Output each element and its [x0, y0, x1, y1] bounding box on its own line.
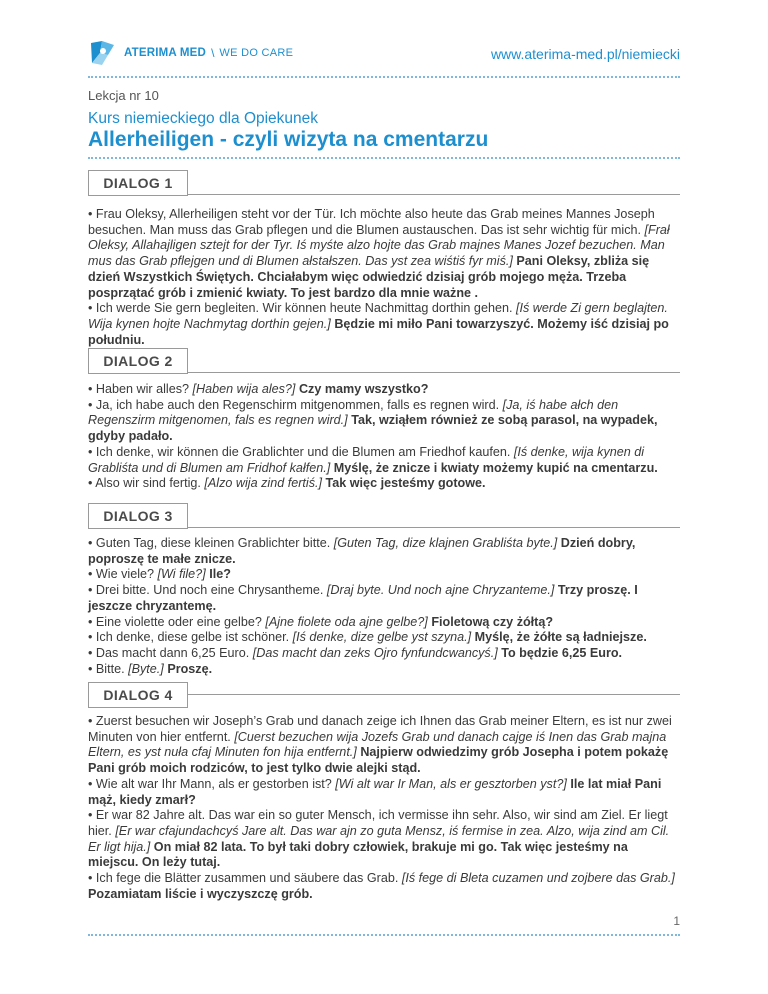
german-text: • Ich fege die Blätter zusammen und säubere das Grab.: [88, 871, 399, 886]
german-text: • Das macht dann 6,25 Euro.: [88, 645, 250, 660]
dialog-line: [88, 301, 680, 348]
dialog-4-text: [88, 714, 680, 902]
german-text: • Eine violette oder eine gelbe?: [88, 614, 262, 629]
german-text: • Drei bitte. Und noch eine Chrysantheme.: [88, 583, 324, 598]
page-title: Allerheiligen - czyli wizyta na cmentarzu: [88, 128, 489, 151]
lesson-number: Lekcja nr 10: [88, 88, 159, 103]
german-text: • Bitte.: [88, 661, 125, 676]
dialog-line: [88, 630, 680, 646]
brand-separator: \: [211, 46, 215, 60]
dialog-line: [88, 567, 680, 583]
polish-text: Trzy proszę. I jeszcze chryzantemę.: [88, 583, 638, 613]
phonetic-text: [Iś denke, wija kynen di Grabliśta und di Blumen am Fridhof kałfen.]: [88, 444, 645, 475]
dialog-line: [88, 871, 680, 902]
polish-text: Ile lat miał Pani mąż, kiedy zmarł?: [88, 776, 662, 807]
polish-text: To będzie 6,25 Euro.: [501, 645, 623, 660]
website-link[interactable]: www.aterima-med.pl/niemiecki: [490, 46, 680, 62]
polish-text: Proszę.: [167, 661, 213, 676]
header-divider: [88, 76, 680, 78]
page-number: 1: [673, 914, 680, 928]
german-text: • Ich denke, diese gelbe ist schöner.: [88, 630, 290, 645]
german-text: • Zuerst besuchen wir Joseph’s Grab und danach zeige ich Ihnen das Grab meiner Eltern, es ist nur zwei Minuten von hier entfernt.: [88, 714, 672, 744]
dialog-4-label: DIALOG 4: [88, 682, 188, 708]
logo-icon: [88, 39, 118, 67]
dialog-line: [88, 714, 680, 777]
dialog-2-label: DIALOG 2: [88, 348, 188, 374]
dialog-line: [88, 536, 680, 567]
phonetic-text: [Das macht dan zeks Ojro fynfundcwancyś.]: [252, 645, 498, 660]
polish-text: Tak więc jesteśmy gotowe.: [325, 476, 486, 491]
polish-text: Czy mamy wszystko?: [298, 382, 429, 396]
phonetic-text: [Byte.]: [128, 661, 164, 676]
phonetic-text: [Iś fege di Bleta cuzamen und zojbere das Grab.]: [401, 871, 675, 886]
polish-text: Pozamiatam liście i wyczyszczę grób.: [88, 886, 313, 901]
title-divider: [88, 157, 680, 159]
phonetic-text: [Wi file?]: [157, 567, 206, 582]
dialog-line: [88, 445, 680, 476]
dialog-line: [88, 662, 680, 678]
phonetic-text: [Alzo wija zind fertiś.]: [204, 476, 322, 491]
german-text: • Wie alt war Ihr Mann, als er gestorben ist?: [88, 776, 332, 791]
dialog-line: [88, 207, 680, 301]
german-text: • Haben wir alles?: [88, 382, 190, 396]
dialog-line: [88, 583, 680, 614]
dialog-2-text: [88, 382, 680, 492]
polish-text: Dzień dobry, poproszę te małe znicze.: [88, 536, 636, 566]
phonetic-text: [Haben wija ales?]: [192, 382, 296, 396]
dialog-3-text: [88, 536, 680, 677]
german-text: • Wie viele?: [88, 567, 155, 582]
dialog-line: [88, 476, 680, 492]
footer-divider: [88, 934, 680, 936]
brand-name: ATERIMA MED: [124, 47, 207, 59]
page-header: [88, 38, 680, 68]
course-name: Kurs niemieckiego dla Opiekunek: [88, 110, 319, 127]
dialog-line: [88, 615, 680, 631]
brand-logo: [88, 38, 293, 68]
polish-text: Pani Oleksy, zbliża się dzień Wszystkich Świętych. Chciałabym więc odwiedzić dzisiaj grób mojego męża. Trzeba posprzątać grób i zmienić kwiaty. To jest bardzo dla mnie ważne .: [88, 254, 650, 300]
phonetic-text: [Ajne fiolete oda ajne gelbe?]: [265, 614, 428, 629]
phonetic-text: [Cuerst bezuchen wija Jozefs Grab und danach cajge iś Inen das Grab majna Eltern, es yst nuła cfaj Minuten fon hija entfernt.]: [88, 729, 667, 760]
phonetic-text: [Ja, iś habe ałch den Regenszirm mitgenomen, fals es regnen wird.]: [88, 397, 619, 428]
polish-text: On miał 82 lata. To był taki dobry człowiek, brakuje mi go. Tak więc jesteśmy na miejscu. On leży tutaj.: [88, 839, 628, 870]
german-text: • Er war 82 Jahre alt. Das war ein so guter Mensch, ich vermisse ihn sehr. Also, wir sind am Ziel. Er liegt hier.: [88, 808, 668, 838]
polish-text: Najpierw odwiedzimy grób Josepha i potem pokażę Pani grób moich rodziców, to jest tylko dwie alejki stąd.: [88, 745, 669, 776]
phonetic-text: [Draj byte. Und noch ajne Chryzanteme.]: [326, 583, 555, 598]
phonetic-text: [Er war cfajundachcyś Jare alt. Das war ajn zo guta Mensz, iś fermise in zea. Alzo, wija zind am Cil. Er ligt hija.]: [88, 823, 670, 854]
phonetic-text: [Wi alt war Ir Man, als er gesztorben yst?]: [335, 776, 567, 791]
polish-text: Myślę, że znicze i kwiaty możemy kupić na cmentarzu.: [333, 460, 658, 475]
dialog-line: [88, 808, 680, 871]
dialog-1-label: DIALOG 1: [88, 170, 188, 196]
polish-text: Fioletową czy żółtą?: [431, 614, 554, 629]
phonetic-text: [Iś werde Zi gern beglajten. Wija kynen hojte Nachmytag dorthin gejen.]: [88, 301, 668, 331]
german-text: • Frau Oleksy, Allerheiligen steht vor der Tür. Ich möchte also heute das Grab meines Mannes Joseph besuchen. Man muss das Grab pflegen und die Blumen austauschen. Das ist sehr wichtig für mich.: [88, 207, 655, 237]
polish-text: Będzie mi miło Pani towarzyszyć. Możemy iść dzisiaj po południu.: [88, 316, 669, 347]
phonetic-text: [Frał Oleksy, Allahajligen sztejt for der Tyr. Iś myśte alzo hojte das Grab majnes Manes Jozef bezuchen. Man mus das Grab pflejgen und di Blumen ałstałszen. Das yst zea wiśtiś fyr miś.]: [88, 222, 670, 269]
german-text: • Guten Tag, diese kleinen Grablichter bitte.: [88, 536, 331, 550]
phonetic-text: [Iś denke, dize gelbe yst szyna.]: [292, 630, 472, 645]
dialog-line: [88, 398, 680, 445]
german-text: • Ich denke, wir können die Grablichter und die Blumen am Friedhof kaufen.: [88, 444, 511, 459]
brand-tagline: WE DO CARE: [219, 47, 294, 59]
german-text: • Also wir sind fertig.: [88, 476, 201, 491]
dialog-1-text: [88, 207, 680, 348]
dialog-3-label: DIALOG 3: [88, 503, 188, 529]
german-text: • Ja, ich habe auch den Regenschirm mitgenommen, falls es regnen wird.: [88, 397, 500, 412]
polish-text: Tak, wziąłem również ze sobą parasol, na wypadek, gdyby padało.: [88, 413, 658, 444]
dialog-line: [88, 646, 680, 662]
dialog-line: [88, 382, 680, 398]
polish-text: Ile?: [209, 567, 231, 582]
phonetic-text: [Guten Tag, dize klajnen Grabliśta byte.]: [333, 536, 558, 550]
polish-text: Myślę, że żółte są ładniejsze.: [474, 630, 647, 645]
dialog-line: [88, 777, 680, 808]
german-text: • Ich werde Sie gern begleiten. Wir können heute Nachmittag dorthin gehen.: [88, 301, 513, 316]
